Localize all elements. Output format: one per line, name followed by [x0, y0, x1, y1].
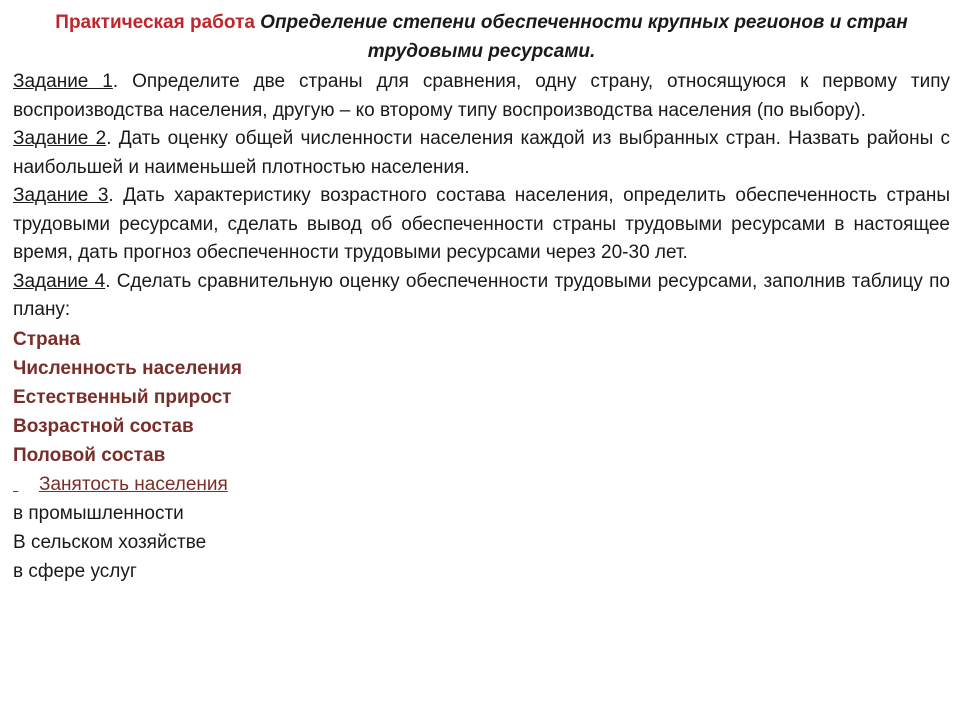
slide-title — [13, 8, 950, 66]
plan-item-natural-growth: Естественный прирост — [13, 386, 232, 408]
task-4 — [13, 268, 950, 325]
task-2-text: . Дать оценку общей численности населения каждой из выбранных стран. Назвать районы с наибольшей и наименьшей плотностью населения. — [13, 128, 950, 178]
task-2-label: Задание 2 — [13, 128, 107, 149]
plan-item-age-structure: Возрастной состав — [13, 415, 194, 437]
task-4-text: . Сделать сравнительную оценку обеспеченности трудовыми ресурсами, заполнив таблицу по плану: — [13, 270, 950, 320]
plan-item-sex-structure: Половой состав — [13, 444, 166, 466]
title-topic-line2: трудовыми ресурсами. — [367, 41, 596, 62]
task-1 — [13, 68, 950, 125]
task-1-text: . Определите две страны для сравнения, одну страну, относящуюся к первому типу воспроизводства населения, другую – ко второму типу воспроизводства населения (по выбору). — [13, 71, 950, 121]
task-3-label: Задание 3 — [13, 185, 109, 206]
employment-agriculture: В сельском хозяйстве — [13, 531, 207, 553]
task-3 — [13, 182, 950, 268]
title-lead: Практическая работа — [55, 12, 255, 33]
employment-industry: в промышленности — [13, 502, 184, 524]
employment-heading — [13, 470, 950, 499]
task-2 — [13, 125, 950, 182]
plan-item-population: Численность населения — [13, 357, 242, 379]
employment-services: в сфере услуг — [13, 560, 137, 582]
title-topic-line1: Определение степени обеспеченности крупных регионов и стран — [260, 12, 908, 33]
task-1-label: Задание 1 — [13, 71, 113, 92]
task-4-label: Задание 4 — [13, 270, 106, 292]
task-3-text: . Дать характеристику возрастного состава населения, определить обеспеченность страны трудовыми ресурсами, сделать вывод об обеспеченности страны трудовыми ресурсами в настоящее время, дать прогноз обеспеченности трудовыми ресурсами через 20-30 лет. — [13, 185, 950, 263]
plan-item-country: Страна — [13, 328, 81, 350]
employment-heading-text: Занятость населения — [39, 473, 228, 495]
